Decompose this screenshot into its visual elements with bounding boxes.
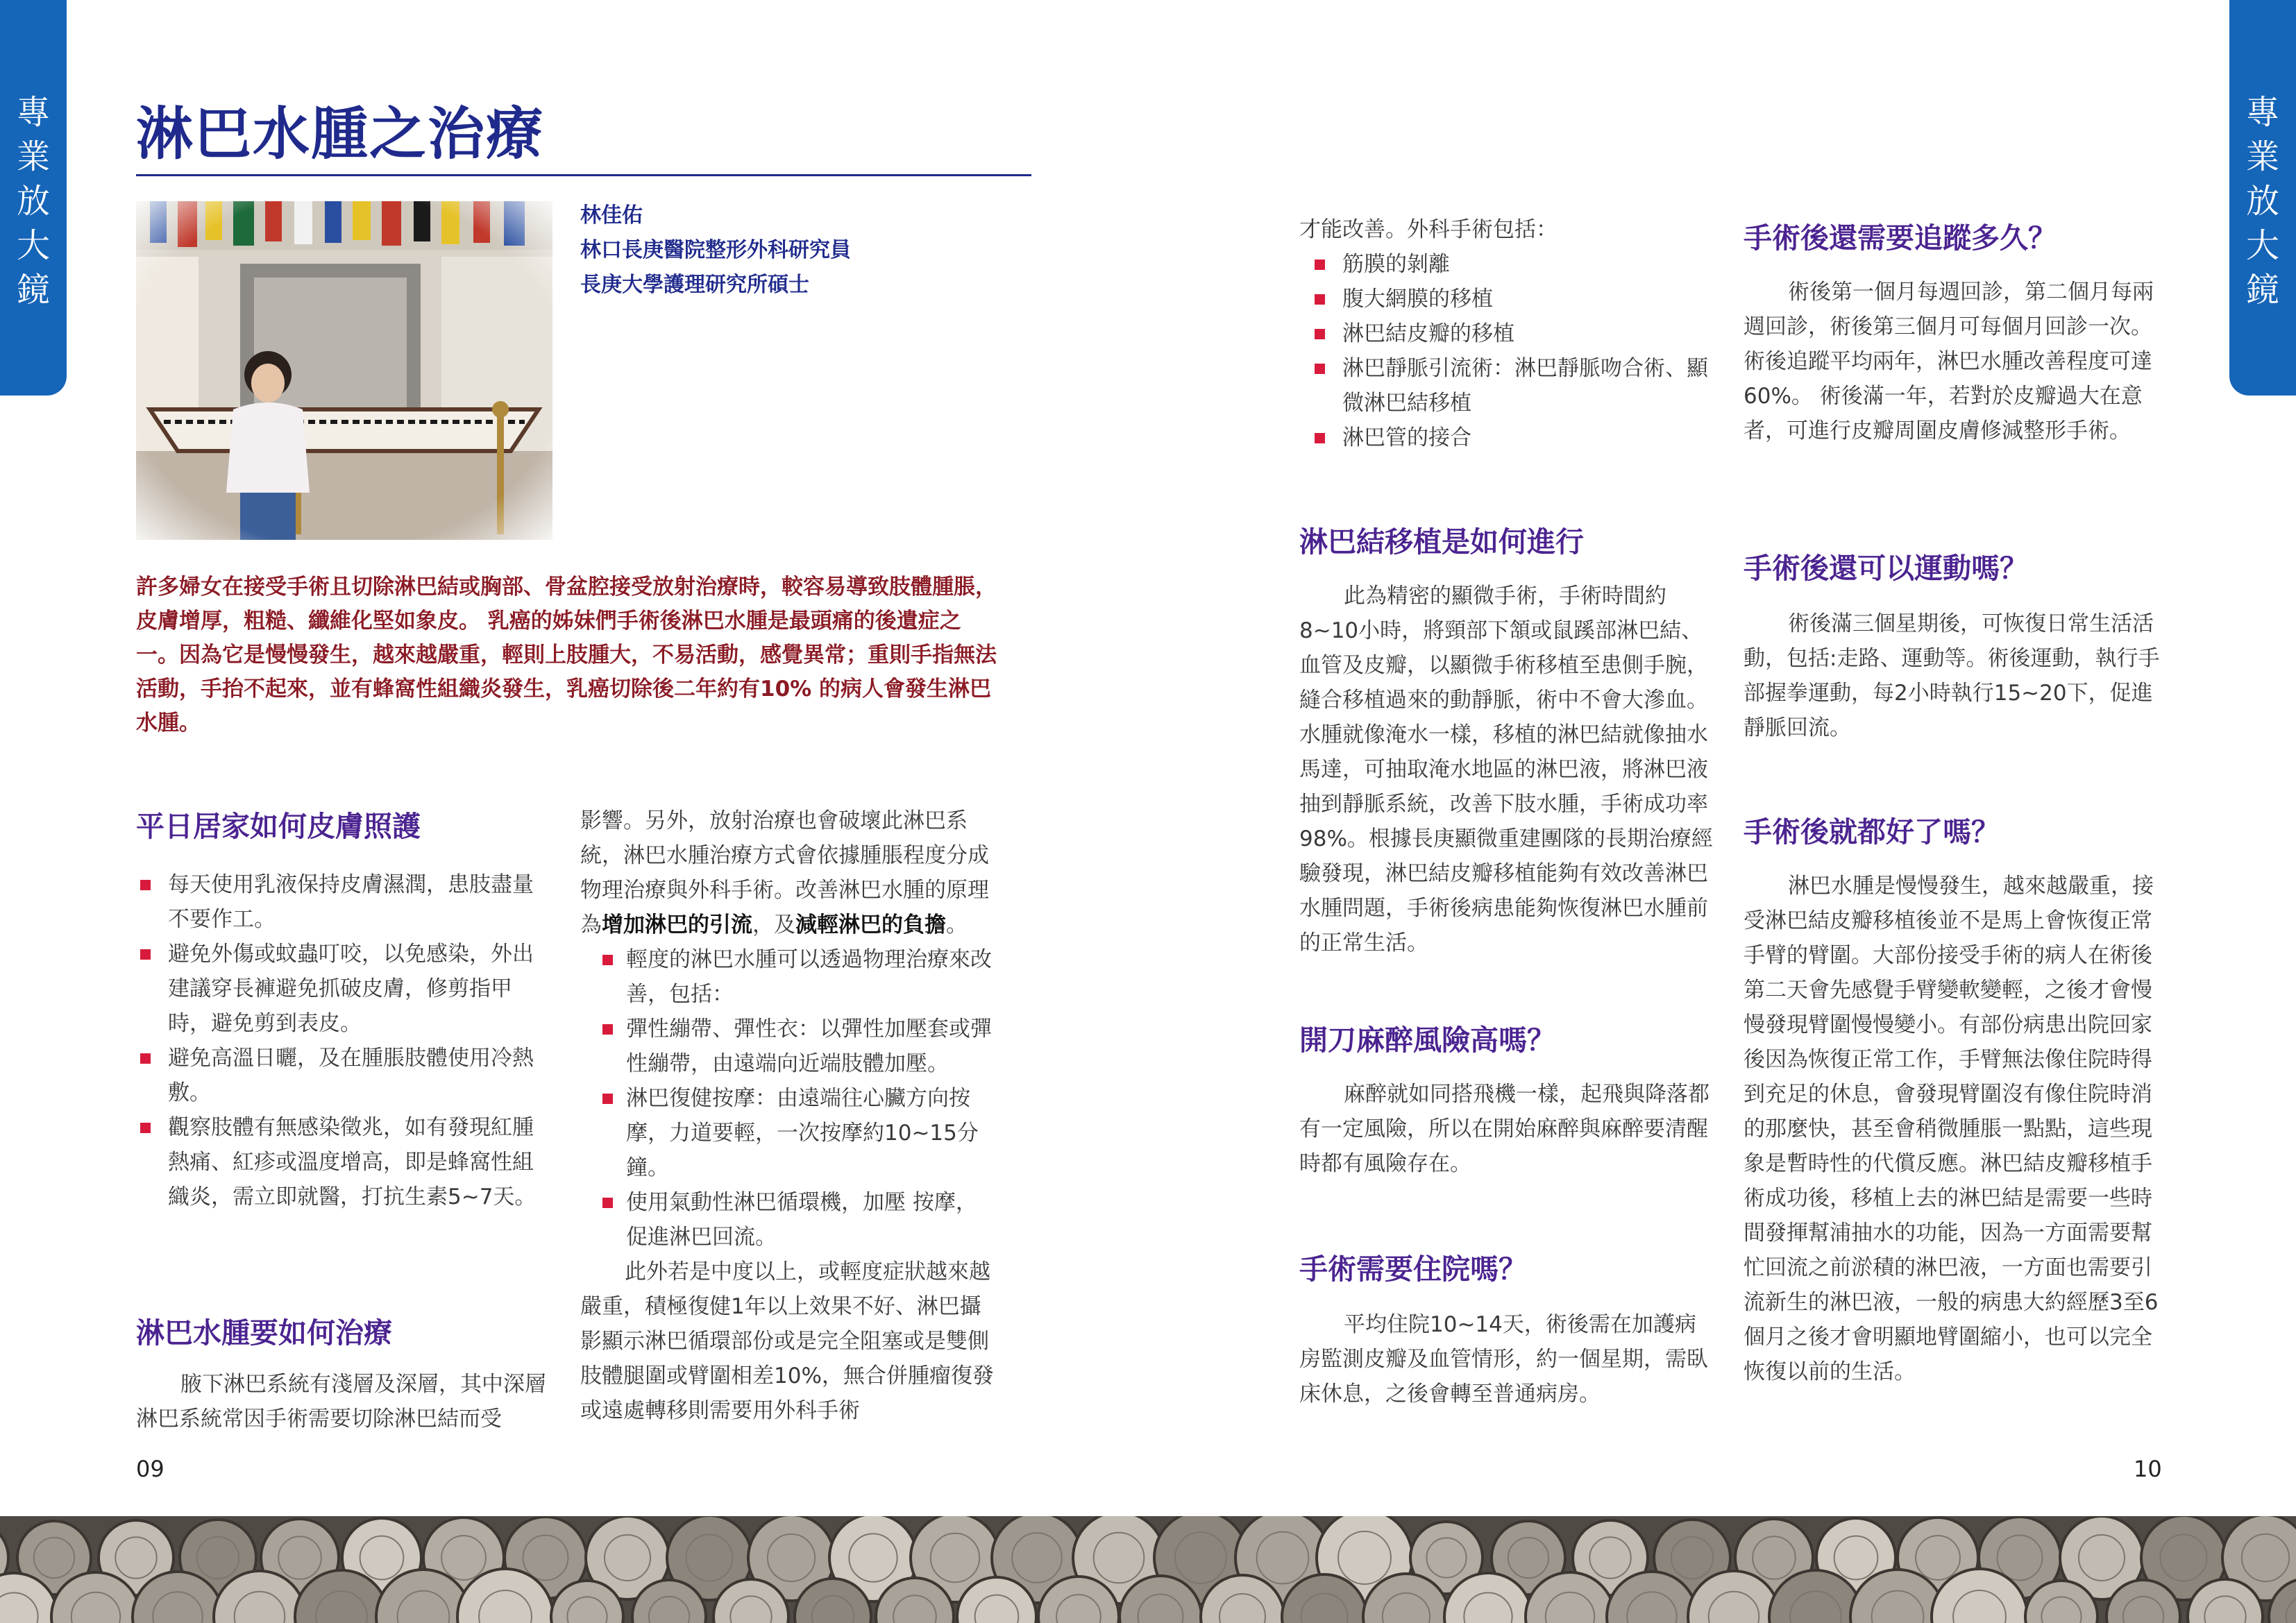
list-item: 淋巴結皮瓣的移植 xyxy=(1310,316,1716,351)
heading-skin-care: 平日居家如何皮膚照護 xyxy=(136,810,421,843)
author-photo xyxy=(136,201,552,540)
list-item: 輕度的淋巴水腫可以透過物理治療來改善，包括： xyxy=(598,942,997,1012)
heading-recovery: 手術後就都好了嗎？ xyxy=(1744,815,2000,849)
heading-follow-up: 手術後還需要追蹤多久？ xyxy=(1744,221,2057,255)
heading-hospital-stay: 手術需要住院嗎？ xyxy=(1299,1252,1527,1286)
tab-char: 放 xyxy=(16,182,50,221)
tab-char: 業 xyxy=(2245,137,2279,176)
page-title: 淋巴水腫之治療 xyxy=(136,101,545,167)
list-item: 淋巴靜脈引流術：淋巴靜脈吻合術、顯微淋巴結移植 xyxy=(1310,351,1716,420)
tab-char: 大 xyxy=(2245,226,2279,265)
tab-char: 大 xyxy=(16,226,50,265)
paragraph: 腋下淋巴系統有淺層及深層，其中深層淋巴系統常因手術需要切除淋巴結而受 xyxy=(136,1372,546,1431)
paragraph: 此為精密的顯微手術，手術時間約8~10小時，將頸部下頷或鼠蹊部淋巴結、血管及皮瓣，以顯微手術移植至患側手腕，縫合移植過來的動靜脈，術中不會大滲血。水腫就像淹水一樣，移植的淋巴結就像抽水馬達，可抽取淹水地區的淋巴液，將淋巴液抽到靜脈系統，改善下肢水腫，手術成功率98%。根據長庚顯微重建團隊的長期治療經驗發現，淋巴結皮瓣移植能夠有效改善淋巴水腫問題，手術後病患能夠恢復淋巴水腫前的正常生活。 xyxy=(1299,584,1713,955)
list-item: 觀察肢體有無感染徵兆，如有發現紅腫熱痛、紅疹或溫度增高，即是蜂窩性組織炎，需立即就醫，打抗生素5~7天。 xyxy=(136,1110,552,1214)
skin-care-list-block xyxy=(136,867,552,1214)
list-item: 避免高溫日曬，及在腫脹肢體使用冷熱敷。 xyxy=(136,1041,552,1110)
paragraph: 此外若是中度以上，或輕度症狀越來越嚴重，積極復健1年以上效果不好、淋巴攝影顯示淋巴循環部份或是完全阻塞或是雙側肢體腿圍或臂圍相差10%，無合併腫瘤復發或遠處轉移則需要用外科手術 xyxy=(580,1259,994,1423)
list-item: 腹大網膜的移植 xyxy=(1310,282,1716,316)
emphasis-text: 減輕淋巴的負擔 xyxy=(795,912,946,937)
list-item: 淋巴復健按摩：由遠端往心臟方向按摩，力道要輕，一次按摩約10~15分鐘。 xyxy=(598,1081,997,1185)
list-item: 筋膜的剝離 xyxy=(1310,247,1716,282)
emphasis-text: 增加淋巴的引流 xyxy=(602,912,752,937)
column-3-top xyxy=(1299,212,1716,455)
tab-char: 業 xyxy=(16,137,50,176)
heading-treatment: 淋巴水腫要如何治療 xyxy=(136,1316,392,1350)
tab-char: 鏡 xyxy=(16,271,50,309)
node-transplant-text xyxy=(1299,579,1716,960)
intro-paragraph: 許多婦女在接受手術且切除淋巴結或胸部、骨盆腔接受放射治療時，較容易導致肢體腫脹，皮膚增厚，粗糙、纖維化堅如象皮。 乳癌的姊妹們手術後淋巴水腫是最頭痛的後遺症之一。因為它是慢慢發生，越來越嚴重，輕則上肢腫大，不易活動，感覺異常；重則手指無法活動，手抬不起來，並有蜂窩性組織炎發生，乳癌切除後二年約有10% 的病人會發生淋巴水腫。 xyxy=(136,575,997,736)
paragraph: 才能改善。外科手術包括： xyxy=(1299,217,1558,242)
list-item: 使用氣動性淋巴循環機，加壓 按摩，促進淋巴回流。 xyxy=(598,1185,997,1255)
paragraph xyxy=(580,804,997,942)
page-number-left: 09 xyxy=(136,1456,164,1482)
list-item: 每天使用乳液保持皮膚濕潤，患肢盡量不要作工。 xyxy=(136,867,552,937)
title-rule xyxy=(136,174,1031,176)
author-name: 林佳佑 xyxy=(580,203,643,228)
list-item: 避免外傷或蚊蟲叮咬，以免感染，外出建議穿長褲避免抓破皮膚，修剪指甲時，避免剪到表皮。 xyxy=(136,937,552,1041)
author-position: 林口長庚醫院整形外科研究員 xyxy=(580,238,851,262)
tab-char: 專 xyxy=(2245,93,2279,132)
paragraph: 淋巴水腫是慢慢發生，越來越嚴重，接受淋巴結皮瓣移植後並不是馬上會恢復正常手臂的臂圍。大部份接受手術的病人在術後第二天會先感覺手臂變軟變輕，之後才會慢慢發現臂圍慢慢變小。有部份病患出院回家後因為恢復正常工作，手臂無法像住院時得到充足的休息，會發現臂圍沒有像住院時消的那麼快，甚至會稍微腫脹一點點，這些現象是暫時性的代償反應。淋巴結皮瓣移植手術成功後，移植上去的淋巴結是需要一些時間發揮幫浦抽水的功能，因為一方面需要幫忙回流之前淤積的淋巴液，一方面也需要引流新生的淋巴液，一般的病患大約經歷3至6個月之後才會明顯地臂圍縮小，也可以完全恢復以前的生活。 xyxy=(1744,874,2159,1384)
text-span: ，及 xyxy=(752,912,795,937)
list-item: 彈性繃帶、彈性衣：以彈性加壓套或彈性繃帶，由遠端向近端肢體加壓。 xyxy=(598,1012,997,1081)
column-2 xyxy=(580,804,997,1428)
treatment-text xyxy=(136,1367,552,1436)
recovery-text xyxy=(1744,869,2160,1389)
page-number-right: 10 xyxy=(2134,1456,2162,1482)
heading-anesthesia-risk: 開刀麻醉風險高嗎？ xyxy=(1299,1023,1555,1057)
decorative-log-band xyxy=(0,1516,2296,1623)
heading-exercise: 手術後還可以運動嗎？ xyxy=(1744,552,2028,585)
heading-node-transplant: 淋巴結移植是如何進行 xyxy=(1299,525,1584,559)
hospital-stay-text xyxy=(1299,1307,1716,1411)
list-item: 淋巴管的接合 xyxy=(1310,420,1716,455)
side-tab-left xyxy=(0,0,67,396)
paragraph: 術後第一個月每週回診，第二個月每兩週回診，術後第三個月可每個月回診一次。術後追蹤平均兩年，淋巴水腫改善程度可達60%。 術後滿一年，若對於皮瓣過大在意者，可進行皮瓣周圍皮膚修減整形手術。 xyxy=(1744,280,2154,443)
author-degree: 長庚大學護理研究所碩士 xyxy=(580,273,809,297)
text-span: 影響。另外，放射治療也會破壞此淋巴系統，淋巴水腫治療方式會依據腫脹程度分成物理治療與外科手術。改善淋巴水腫的原理為 xyxy=(580,808,989,937)
author-info xyxy=(580,198,851,303)
anesthesia-text xyxy=(1299,1077,1716,1181)
paragraph: 平均住院10~14天，術後需在加護病房監測皮瓣及血管情形，約一個星期，需臥床休息，之後會轉至普通病房。 xyxy=(1299,1312,1708,1407)
text-span: 。 xyxy=(946,912,968,937)
paragraph: 麻醉就如同搭飛機一樣，起飛與降落都有一定風險，所以在開始麻醉與麻醉要清醒時都有風險存在。 xyxy=(1299,1082,1710,1176)
tab-char: 專 xyxy=(16,93,50,132)
tab-char: 鏡 xyxy=(2245,271,2279,309)
exercise-text xyxy=(1744,606,2160,745)
follow-up-text xyxy=(1744,275,2160,448)
side-tab-right xyxy=(2229,0,2296,396)
tab-char: 放 xyxy=(2245,182,2279,221)
paragraph: 術後滿三個星期後，可恢復日常生活活動，包括:走路、運動等。術後運動，執行手部握拳運動，每2小時執行15~20下，促進靜脈回流。 xyxy=(1744,611,2160,740)
